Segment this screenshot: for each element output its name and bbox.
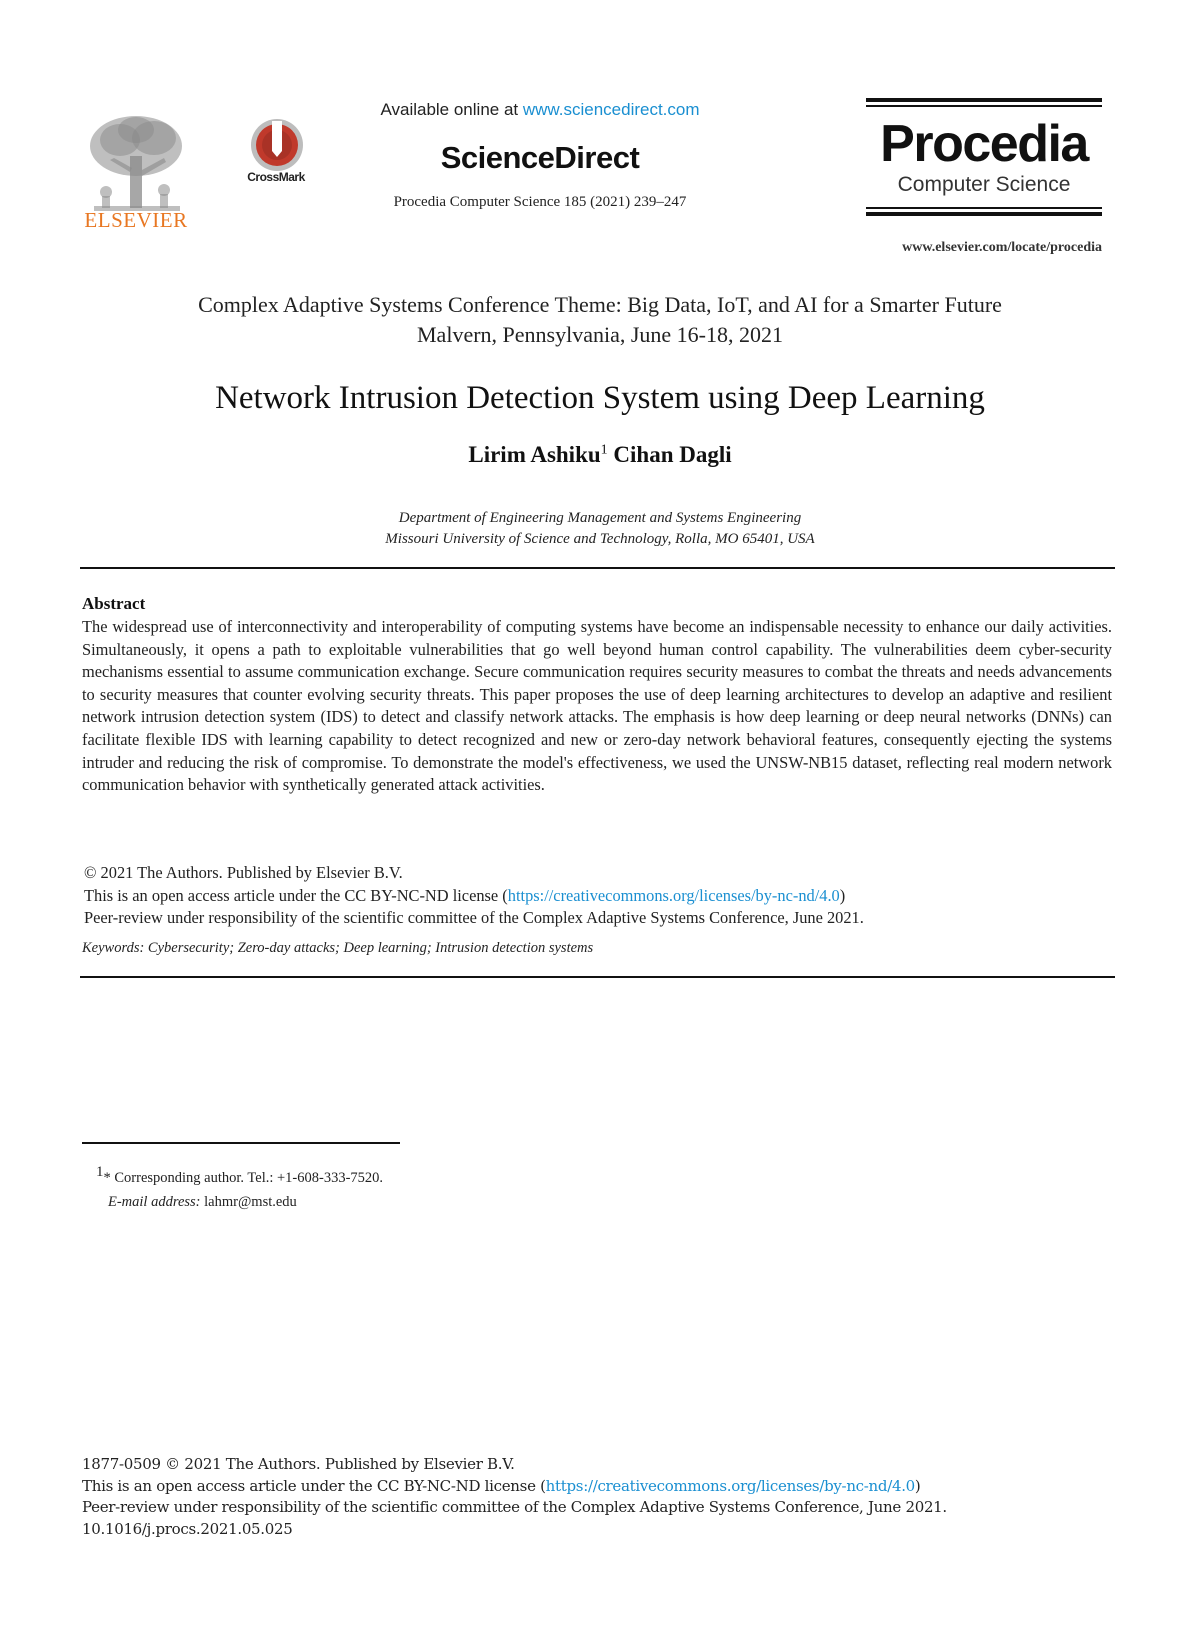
procedia-rule — [866, 105, 1102, 107]
author-list — [80, 442, 1120, 468]
open-access-text: This is an open access article under the CC BY-NC-ND license ( — [84, 885, 508, 905]
email-line — [96, 1190, 796, 1214]
header-center — [320, 96, 760, 211]
elsevier-wordmark: ELSEVIER — [84, 208, 188, 232]
paper-title: Network Intrusion Detection System using Deep Learning — [215, 380, 985, 416]
footer-open-access-text: This is an open access article under the CC BY-NC-ND license ( — [82, 1476, 546, 1495]
footnote-mark[interactable]: 1 — [600, 442, 608, 458]
corresponding-author — [96, 1160, 796, 1190]
footer-license-link[interactable]: https://creativecommons.org/licenses/by-nc-nd/4.0 — [545, 1476, 915, 1495]
open-access-close: ) — [839, 885, 846, 905]
procedia-subtitle: Computer Science — [897, 173, 1071, 196]
conference-location: Malvern, Pennsylvania, June 16-18, 2021 — [417, 322, 783, 347]
license-block — [84, 862, 1114, 930]
corresponding-text: * Corresponding author. Tel.: +1-608-333-7520. — [103, 1169, 384, 1186]
procedia-rule — [866, 98, 1102, 102]
procedia-rule — [866, 207, 1102, 209]
abstract-text: The widespread use of interconnectivity and interoperability of computing systems have become an indispensable necessity to enhance our daily activities. Simultaneously, it opens a path to exploitable vulnerabilities that go well beyond human control capability. The vulnerabilities deem cyber-security mechanisms essential to assume communication exchange. Secure communication requires security measures to combat the threats and needs advancements to security measures that counter evolving security threats. This paper proposes the use of deep learning architectures to develop an adaptive and resilient network intrusion detection system (IDS) to detect and classify network attacks. The emphasis is how deep learning or deep neural networks (DNNs) can facilitate flexible IDS with learning capability to detect recognized and new or zero-day network behavioral features, consequently ejecting the systems intruder and reducing the risk of compromise. To demonstrate the model's effectiveness, we used the UNSW-NB15 dataset, reflecting real modern network communication behavior with synthetically generated attack activities. — [82, 617, 1112, 795]
section-divider — [80, 567, 1115, 569]
affiliation-university: Missouri University of Science and Technology, Rolla, MO 65401, USA — [385, 531, 815, 547]
conference-theme: Complex Adaptive Systems Conference Theme: Big Data, IoT, and AI for a Smarter Future — [198, 292, 1002, 317]
issn-line: 1877-0509 © 2021 The Authors. Published by Elsevier B.V. — [82, 1455, 515, 1473]
procedia-rule — [866, 212, 1102, 216]
email-label: E-mail address: — [108, 1193, 201, 1210]
procedia-title: Procedia — [880, 115, 1088, 173]
keywords: Keywords: Cybersecurity; Zero-day attacks; Deep learning; Intrusion detection systems — [82, 940, 594, 956]
journal-url[interactable]: www.elsevier.com/locate/procedia — [902, 240, 1102, 255]
copyright-line: © 2021 The Authors. Published by Elsevier B.V. — [84, 863, 403, 882]
footer-open-access — [82, 1476, 1122, 1498]
conference-info — [80, 290, 1120, 350]
crossmark-label: CrossMark — [247, 170, 305, 184]
sciencedirect-link[interactable]: www.sciencedirect.com — [522, 100, 700, 119]
footnote-number: 1 — [96, 1164, 104, 1180]
email-address[interactable]: lahmr@mst.edu — [200, 1193, 297, 1210]
peer-review-line: Peer-review under responsibility of the scientific committee of the Complex Adaptive Systems Conference, June 2021. — [84, 908, 864, 928]
affiliation-department: Department of Engineering Management and Systems Engineering — [398, 510, 802, 526]
section-divider — [80, 976, 1115, 978]
abstract-heading: Abstract — [82, 594, 146, 613]
available-online — [320, 100, 760, 120]
author-name: Lirim Ashiku — [468, 442, 601, 467]
open-access-line — [84, 885, 1114, 908]
footer-open-access-close: ) — [914, 1476, 921, 1495]
affiliation — [80, 508, 1120, 550]
footnote-divider — [82, 1142, 400, 1144]
sciencedirect-brand: ScienceDirect — [440, 140, 640, 175]
page-footer — [82, 1454, 1122, 1540]
footnote — [96, 1160, 796, 1214]
author-name: Cihan Dagli — [607, 442, 732, 467]
license-link[interactable]: https://creativecommons.org/licenses/by-nc-nd/4.0 — [507, 885, 840, 905]
available-prefix: Available online at — [380, 100, 523, 119]
footer-peer-review: Peer-review under responsibility of the scientific committee of the Complex Adaptive Systems Conference, June 2021. — [82, 1498, 947, 1516]
doi-line[interactable]: 10.1016/j.procs.2021.05.025 — [82, 1519, 293, 1538]
journal-reference: Procedia Computer Science 185 (2021) 239–247 — [393, 194, 687, 210]
procedia-logo — [866, 98, 1102, 230]
